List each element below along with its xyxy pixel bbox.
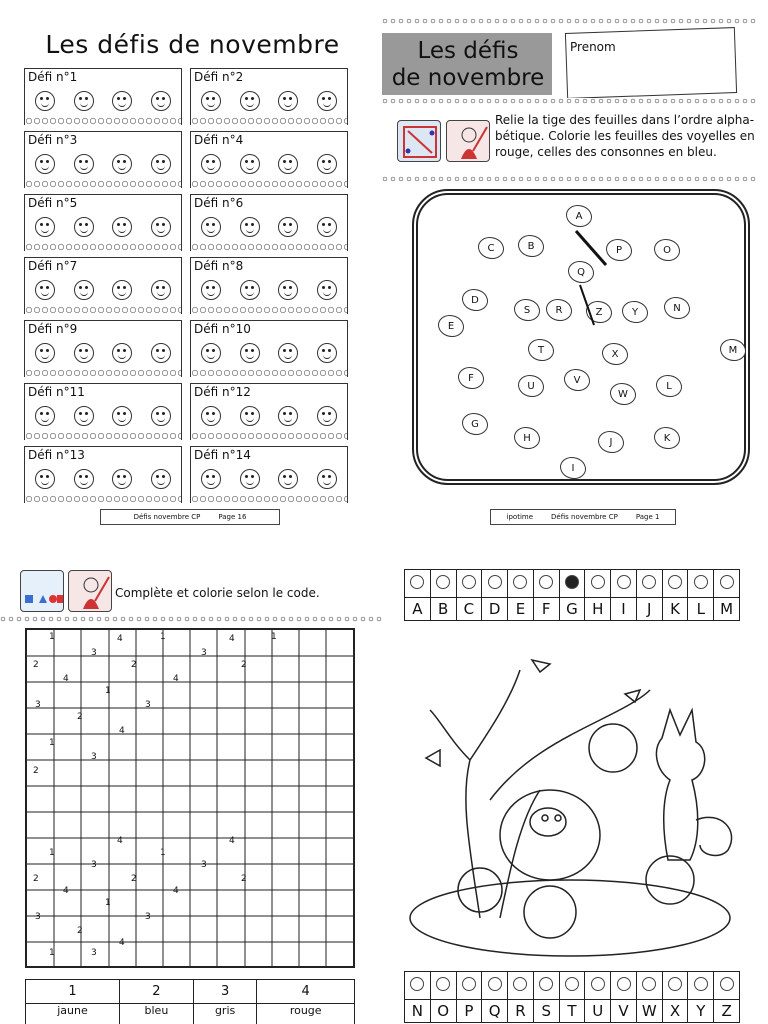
picture-icon [642, 575, 656, 589]
leaf-icon[interactable]: F [458, 367, 484, 389]
letter-cell: D [482, 598, 508, 621]
face-icon [201, 280, 221, 300]
faces-row [35, 154, 171, 174]
defi-card [24, 194, 182, 251]
picture-cell [533, 570, 559, 598]
defi-label: Défi n°6 [194, 196, 244, 210]
defi-label: Défi n°10 [194, 322, 251, 336]
letter-cell: V [611, 1000, 637, 1023]
leaf-icon[interactable]: T [528, 339, 554, 361]
face-icon [278, 154, 298, 174]
letter-cell: I [611, 598, 637, 621]
defi-card [24, 320, 182, 377]
scallop-border [25, 306, 181, 314]
grid-number: 3 [145, 700, 151, 710]
leaf-icon[interactable]: Q [568, 261, 594, 283]
letter-cell: G [559, 598, 585, 621]
leaf-icon[interactable]: X [602, 343, 628, 365]
leaf-icon[interactable]: U [518, 375, 544, 397]
grid-number: 1 [160, 632, 166, 642]
color-icon [446, 120, 490, 162]
page-footer [490, 509, 676, 525]
scallop-border [25, 369, 181, 377]
picture-cell [430, 570, 456, 598]
grid-number: 1 [49, 948, 55, 958]
defi-label: Défi n°11 [28, 385, 85, 399]
faces-row [35, 343, 171, 363]
face-icon [240, 91, 260, 111]
leaf-icon[interactable]: D [462, 289, 488, 311]
coloring-illustration [400, 650, 750, 960]
picture-cell [585, 972, 611, 1000]
picture-icon [642, 977, 656, 991]
letter-cell: C [456, 598, 482, 621]
leaf-icon[interactable]: L [656, 375, 682, 397]
face-icon [278, 343, 298, 363]
face-icon [74, 154, 94, 174]
face-icon [74, 469, 94, 489]
face-icon [35, 154, 55, 174]
picture-cell [662, 570, 688, 598]
picture-icon [513, 977, 527, 991]
scallop-border [191, 180, 347, 188]
face-icon [240, 343, 260, 363]
grid-number: 4 [173, 674, 179, 684]
color-icon [68, 570, 112, 612]
defi-card [24, 446, 182, 503]
defi-label: Défi n°7 [28, 259, 78, 273]
page-footer [100, 509, 280, 525]
star-icon [617, 977, 631, 991]
face-icon [74, 406, 94, 426]
letter-cell: A [405, 598, 431, 621]
title-line: de novembre [391, 65, 545, 91]
faces-row [35, 91, 171, 111]
alphabet-table-top [404, 569, 740, 621]
alphabet-table-bottom [404, 971, 740, 1023]
faces-row [35, 406, 171, 426]
leaf-icon[interactable]: W [610, 383, 636, 405]
faces-row [201, 217, 337, 237]
title-line: Les défis [417, 38, 519, 64]
scallop-border [191, 306, 347, 314]
picture-icon [694, 977, 708, 991]
face-icon [151, 154, 171, 174]
defi-card [190, 446, 348, 503]
leaf-icon[interactable]: J [598, 431, 624, 453]
color-code-table [25, 979, 355, 1024]
defis-list [24, 68, 354, 503]
picture-cell [559, 570, 585, 598]
page-title [388, 38, 548, 92]
grid-number: 4 [117, 634, 123, 644]
face-icon [201, 469, 221, 489]
face-icon [35, 469, 55, 489]
letter-cell: J [636, 598, 662, 621]
face-icon [317, 280, 337, 300]
code-number: 4 [257, 980, 355, 1004]
picture-cell [714, 972, 740, 1000]
picture-cell [688, 570, 714, 598]
defi-card [190, 257, 348, 314]
letter-cell: Q [482, 1000, 508, 1023]
grid-number: 4 [229, 836, 235, 846]
face-icon [317, 217, 337, 237]
dotted-divider [0, 616, 382, 623]
grid-number: 3 [91, 752, 97, 762]
picture-icon [410, 977, 424, 991]
face-icon [35, 91, 55, 111]
leaf-icon[interactable]: Y [622, 301, 648, 323]
letter-cell: L [688, 598, 714, 621]
faces-row [35, 217, 171, 237]
face-icon [74, 343, 94, 363]
dotted-divider [382, 98, 758, 105]
grid-number: 3 [35, 700, 41, 710]
picture-cell [688, 972, 714, 1000]
defi-label: Défi n°9 [28, 322, 78, 336]
picture-icon [462, 575, 476, 589]
scallop-border [25, 117, 181, 125]
leaf-icon[interactable]: P [606, 239, 632, 261]
faces-row [201, 280, 337, 300]
dice-icon [565, 977, 579, 991]
grid-lines [27, 630, 353, 966]
face-icon [317, 91, 337, 111]
face-icon [201, 217, 221, 237]
picture-cell [636, 972, 662, 1000]
face-icon [240, 217, 260, 237]
page-title: Les défis de novembre [45, 30, 340, 59]
scallop-border [191, 369, 347, 377]
letter-cell: E [508, 598, 534, 621]
grid-number: 3 [35, 912, 41, 922]
letter-cell: S [533, 1000, 559, 1023]
leaf-icon[interactable]: C [478, 237, 504, 259]
picture-cell [508, 972, 534, 1000]
grid-number: 4 [119, 938, 125, 948]
grid-number: 1 [160, 848, 166, 858]
picture-icon [668, 977, 682, 991]
grid-number: 1 [49, 848, 55, 858]
letter-cell: R [508, 1000, 534, 1023]
face-icon [74, 217, 94, 237]
scallop-border [191, 495, 347, 503]
grid-number: 2 [33, 660, 39, 670]
grid-number: 3 [91, 948, 97, 958]
leaf-icon[interactable]: A [566, 205, 592, 227]
picture-icon [410, 575, 424, 589]
name-label: Prenom [570, 40, 616, 54]
ball-icon [565, 575, 579, 589]
picture-cell [714, 570, 740, 598]
letter-cell: P [456, 1000, 482, 1023]
grid-number: 2 [77, 712, 83, 722]
picture-icon [720, 977, 734, 991]
face-icon [112, 343, 132, 363]
grid-number: 1 [105, 686, 111, 696]
leaf-icon[interactable]: K [654, 427, 680, 449]
code-color: gris [193, 1004, 257, 1024]
picture-cell [508, 570, 534, 598]
face-icon [201, 343, 221, 363]
face-icon [278, 469, 298, 489]
defi-card [190, 131, 348, 188]
shapes-icon [20, 570, 64, 612]
grid-number: 2 [77, 926, 83, 936]
face-icon [278, 91, 298, 111]
grid-number: 4 [229, 634, 235, 644]
footer-author: ipotime [506, 513, 534, 521]
face-icon [151, 469, 171, 489]
face-icon [35, 217, 55, 237]
face-icon [317, 154, 337, 174]
scallop-border [191, 117, 347, 125]
picture-icon [720, 575, 734, 589]
face-icon [317, 343, 337, 363]
scallop-border [25, 495, 181, 503]
picture-cell [456, 570, 482, 598]
grid-number: 4 [63, 886, 69, 896]
grid-number: 3 [91, 648, 97, 658]
leaf-icon[interactable]: Z [586, 301, 612, 323]
defi-card [24, 68, 182, 125]
picture-cell [430, 972, 456, 1000]
color-grid [25, 628, 355, 968]
face-icon [112, 280, 132, 300]
defi-card [24, 257, 182, 314]
defi-card [190, 320, 348, 377]
picture-icon [617, 575, 631, 589]
grid-number: 2 [131, 874, 137, 884]
face-icon [35, 343, 55, 363]
letter-cell: Y [688, 1000, 714, 1023]
defi-label: Défi n°3 [28, 133, 78, 147]
leaf-icon[interactable]: R [546, 299, 572, 321]
defi-label: Défi n°2 [194, 70, 244, 84]
faces-row [35, 469, 171, 489]
code-color: rouge [257, 1004, 355, 1024]
defi-label: Défi n°1 [28, 70, 78, 84]
grid-number: 2 [33, 874, 39, 884]
grid-number: 3 [201, 648, 207, 658]
picture-cell [662, 972, 688, 1000]
grid-number: 1 [271, 632, 277, 642]
face-icon [317, 406, 337, 426]
defi-card [24, 131, 182, 188]
defi-label: Défi n°5 [28, 196, 78, 210]
picture-icon [436, 977, 450, 991]
grid-number: 3 [201, 860, 207, 870]
footer-text: Défis novembre CP [551, 513, 618, 521]
faces-row [201, 469, 337, 489]
instruction-text: Relie la tige des feuilles dans l’ordre alpha-bétique. Colorie les feuilles des voyelles en rouge, celles des consonnes en bleu. [495, 113, 755, 159]
faces-row [201, 406, 337, 426]
leaf-icon[interactable]: I [560, 457, 586, 479]
code-number: 3 [193, 980, 257, 1004]
code-number: 2 [119, 980, 193, 1004]
grid-number: 2 [241, 660, 247, 670]
face-icon [74, 280, 94, 300]
leaf-icon[interactable]: H [514, 427, 540, 449]
grid-number: 4 [119, 726, 125, 736]
picture-icon [462, 977, 476, 991]
picture-cell [456, 972, 482, 1000]
picture-cell [482, 570, 508, 598]
face-icon [151, 91, 171, 111]
picture-icon [694, 575, 708, 589]
scallop-border [25, 243, 181, 251]
face-icon [35, 280, 55, 300]
face-icon [151, 217, 171, 237]
letter-cell: F [533, 598, 559, 621]
grid-number: 1 [49, 632, 55, 642]
defi-card [190, 383, 348, 440]
letter-cell: K [662, 598, 688, 621]
picture-icon [668, 575, 682, 589]
leaf-icon[interactable]: N [664, 297, 690, 319]
grid-number: 3 [91, 860, 97, 870]
grid-number: 4 [173, 886, 179, 896]
defi-card [24, 383, 182, 440]
face-icon [240, 280, 260, 300]
defi-card [190, 68, 348, 125]
leaf-icon[interactable]: G [462, 413, 488, 435]
scallop-border [25, 180, 181, 188]
defi-card [190, 194, 348, 251]
letter-cell: X [662, 1000, 688, 1023]
face-icon [151, 280, 171, 300]
face-icon [112, 91, 132, 111]
code-color: bleu [119, 1004, 193, 1024]
picture-icon [591, 575, 605, 589]
letter-cell: B [430, 598, 456, 621]
scallop-border [25, 432, 181, 440]
code-number: 1 [26, 980, 120, 1004]
face-icon [317, 469, 337, 489]
footer-page: Page 1 [635, 513, 660, 521]
code-color: jaune [26, 1004, 120, 1024]
picture-icon [436, 575, 450, 589]
face-icon [112, 469, 132, 489]
defi-label: Défi n°13 [28, 448, 85, 462]
letter-cell: W [636, 1000, 662, 1023]
picture-icon [591, 977, 605, 991]
picture-icon [488, 575, 502, 589]
grid-number: 4 [117, 836, 123, 846]
picture-icon [539, 575, 553, 589]
grid-number: 3 [145, 912, 151, 922]
faces-row [35, 280, 171, 300]
grid-number: 2 [131, 660, 137, 670]
picture-cell [636, 570, 662, 598]
face-icon [201, 154, 221, 174]
leaves-frame [412, 189, 750, 485]
picture-cell [405, 570, 431, 598]
scallop-border [191, 432, 347, 440]
name-field[interactable] [565, 27, 737, 99]
grid-number: 4 [63, 674, 69, 684]
leaf-icon[interactable]: B [518, 235, 544, 257]
leaf-icon[interactable]: M [720, 339, 746, 361]
face-icon [278, 406, 298, 426]
picture-cell [611, 570, 637, 598]
face-icon [112, 154, 132, 174]
picture-icon [539, 977, 553, 991]
face-icon [201, 91, 221, 111]
connection-lines [418, 195, 744, 479]
letter-cell: H [585, 598, 611, 621]
face-icon [240, 406, 260, 426]
face-icon [35, 406, 55, 426]
picture-cell [585, 570, 611, 598]
leaf-icon[interactable]: O [654, 239, 680, 261]
footer-text: Défis novembre CP [133, 513, 201, 521]
faces-row [201, 343, 337, 363]
picture-cell [533, 972, 559, 1000]
leaf-icon[interactable]: S [514, 299, 540, 321]
grid-number: 1 [49, 738, 55, 748]
grid-number: 2 [241, 874, 247, 884]
face-icon [278, 217, 298, 237]
scallop-border [191, 243, 347, 251]
defi-label: Défi n°12 [194, 385, 251, 399]
picture-cell [559, 972, 585, 1000]
dotted-divider [382, 176, 758, 183]
link-icon [397, 120, 441, 162]
letter-cell: O [430, 1000, 456, 1023]
picture-icon [513, 575, 527, 589]
face-icon [240, 469, 260, 489]
defi-label: Défi n°14 [194, 448, 251, 462]
letter-cell: T [559, 1000, 585, 1023]
defi-label: Défi n°4 [194, 133, 244, 147]
picture-cell [611, 972, 637, 1000]
face-icon [151, 343, 171, 363]
leaf-icon[interactable]: E [438, 315, 464, 337]
letter-cell: M [714, 598, 740, 621]
face-icon [278, 280, 298, 300]
face-icon [201, 406, 221, 426]
face-icon [74, 91, 94, 111]
faces-row [201, 91, 337, 111]
face-icon [151, 406, 171, 426]
letter-cell: N [405, 1000, 431, 1023]
face-icon [240, 154, 260, 174]
picture-cell [405, 972, 431, 1000]
letter-cell: U [585, 1000, 611, 1023]
leaf-icon[interactable]: V [564, 369, 590, 391]
footer-page: Page 16 [218, 513, 247, 521]
face-icon [112, 217, 132, 237]
grid-number: 1 [105, 898, 111, 908]
face-icon [112, 406, 132, 426]
instruction-text: Complète et colorie selon le code. [115, 586, 320, 600]
picture-icon [488, 977, 502, 991]
picture-cell [482, 972, 508, 1000]
letter-cell: Z [714, 1000, 740, 1023]
defi-label: Défi n°8 [194, 259, 244, 273]
dotted-divider [382, 18, 758, 25]
faces-row [201, 154, 337, 174]
grid-number: 2 [33, 766, 39, 776]
